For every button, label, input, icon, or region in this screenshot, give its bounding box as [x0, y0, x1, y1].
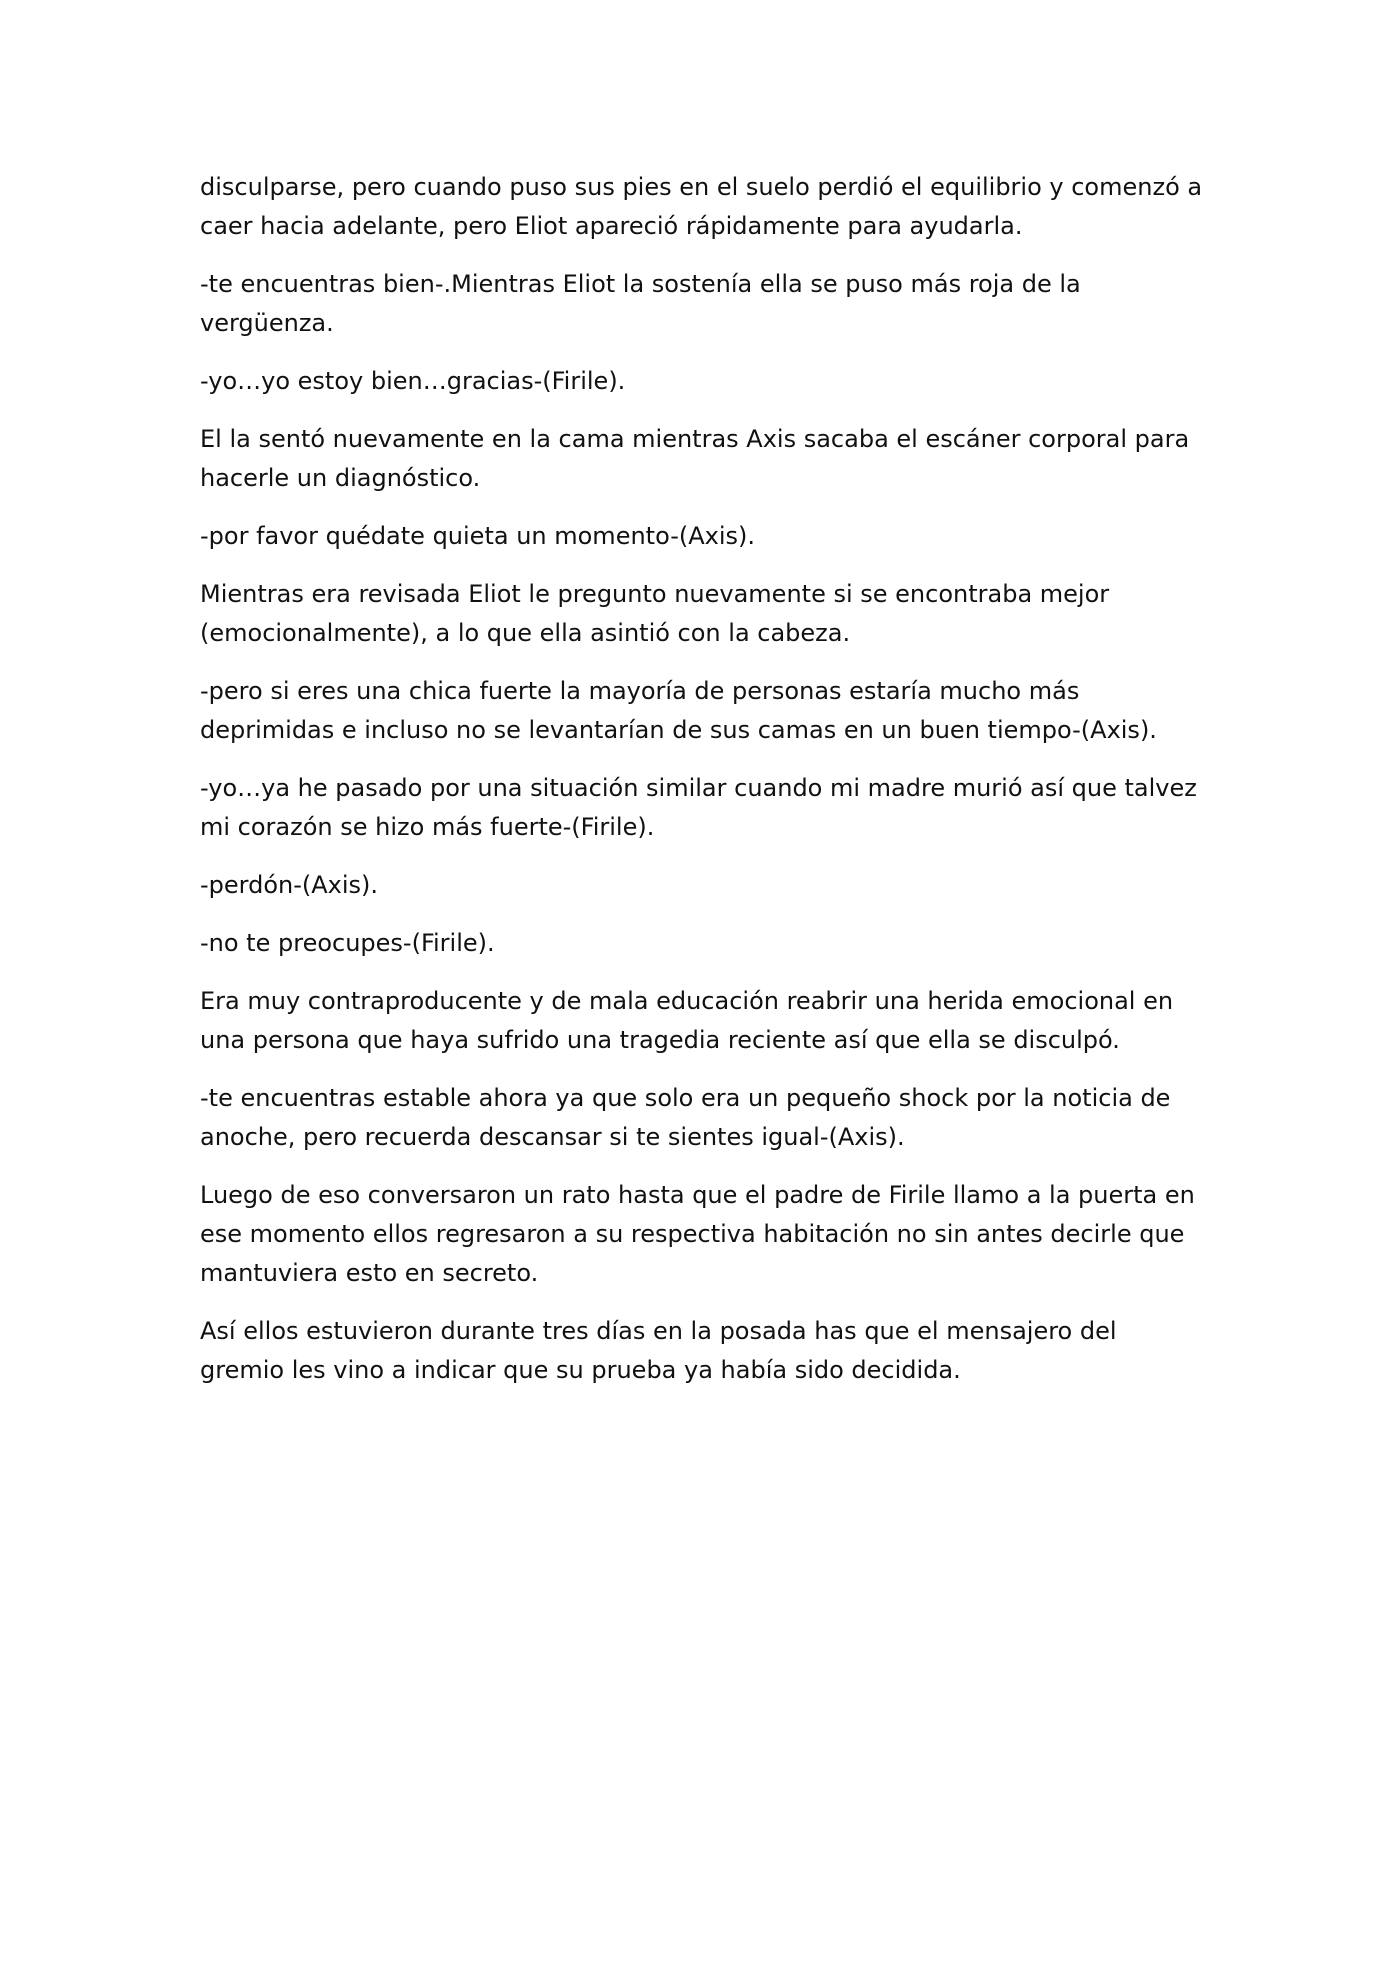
paragraph: -te encuentras estable ahora ya que solo era un pequeño shock por la noticia de anoche, pero recuerda descansar si te sientes igual-(Axis). — [200, 1084, 1171, 1151]
paragraph: -perdón-(Axis). — [200, 871, 379, 899]
paragraph: -yo…yo estoy bien…gracias-(Firile). — [200, 367, 626, 395]
paragraph: -por favor quédate quieta un momento-(Axis). — [200, 522, 756, 550]
paragraph: Era muy contraproducente y de mala educación reabrir una herida emocional en una persona que haya sufrido una tragedia reciente así que ella se disculpó. — [200, 987, 1174, 1054]
paragraph: disculparse, pero cuando puso sus pies en el suelo perdió el equilibrio y comenzó a caer hacia adelante, pero Eliot apareció rápidamente para ayudarla. — [200, 173, 1203, 240]
paragraph: Así ellos estuvieron durante tres días en la posada has que el mensajero del gremio les vino a indicar que su prueba ya había sido decidida. — [200, 1317, 1117, 1384]
paragraph: Mientras era revisada Eliot le pregunto nuevamente si se encontraba mejor (emocionalmente), a lo que ella asintió con la cabeza. — [200, 580, 1110, 647]
paragraph: Luego de eso conversaron un rato hasta que el padre de Firile llamo a la puerta en ese momento ellos regresaron a su respectiva habitación no sin antes decirle que mantuviera esto en secreto. — [200, 1181, 1195, 1287]
paragraph: -pero si eres una chica fuerte la mayoría de personas estaría mucho más deprimidas e incluso no se levantarían de sus camas en un buen tiempo-(Axis). — [200, 677, 1157, 744]
document-body — [200, 168, 1205, 1409]
paragraph: -yo…ya he pasado por una situación similar cuando mi madre murió así que talvez mi corazón se hizo más fuerte-(Firile). — [200, 774, 1197, 841]
paragraph: El la sentó nuevamente en la cama mientras Axis sacaba el escáner corporal para hacerle un diagnóstico. — [200, 425, 1190, 492]
paragraph: -te encuentras bien-.Mientras Eliot la sostenía ella se puso más roja de la vergüenza. — [200, 270, 1081, 337]
paragraph: -no te preocupes-(Firile). — [200, 929, 495, 957]
